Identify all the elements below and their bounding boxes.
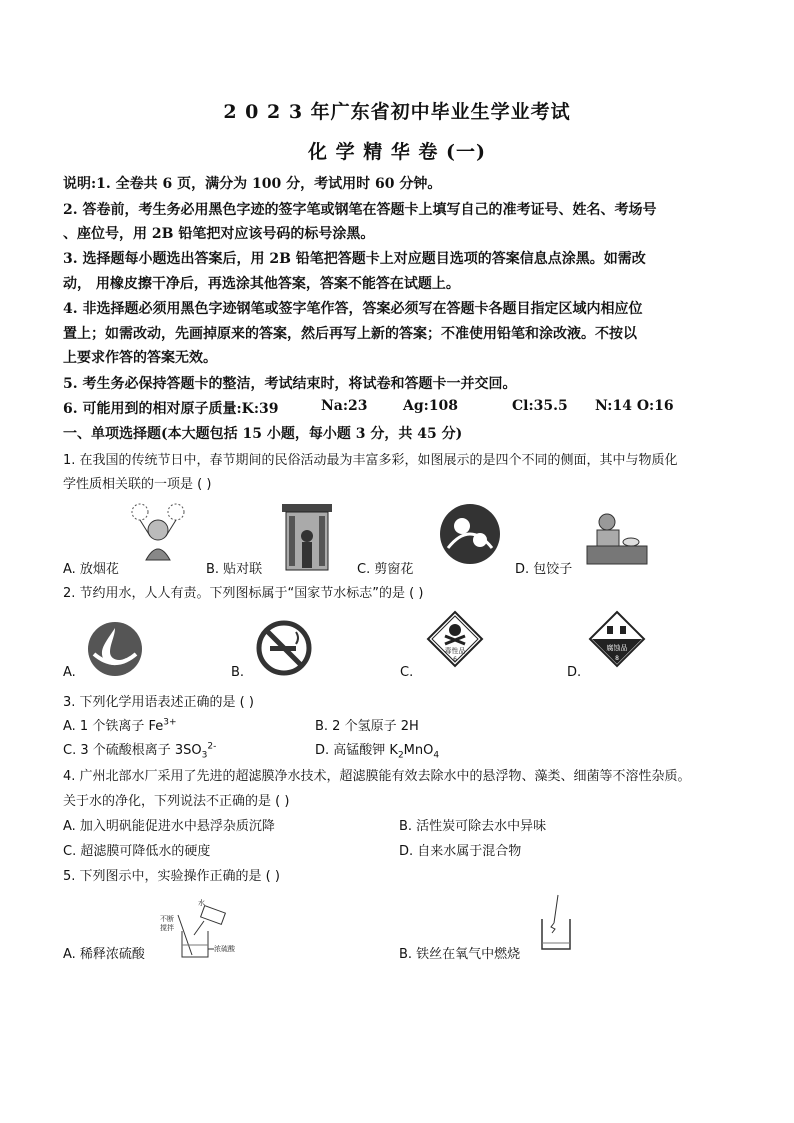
fig-acid-label: 浓硫酸	[214, 945, 235, 953]
no-fire-icon	[256, 620, 312, 676]
fig-stir-label: 不断	[160, 915, 174, 923]
section-heading: 一、单项选择题(本大题包括 15 小题，每小题 3 分，共 45 分)	[63, 426, 463, 442]
q2-option-c: C.	[400, 665, 414, 680]
q1-stem: 1. 在我国的传统节日中，春节期间的民俗活动最为丰富多彩，如图展示的是四个不同的侧面，其中与物质化	[63, 453, 678, 468]
instruction-line: 上要求作答的答案无效。	[63, 350, 217, 366]
instruction-line: 4. 非选择题必须用黑色字迹钢笔或签字笔作答，答案必须写在答题卡各题目指定区域内相应位	[63, 301, 643, 317]
q4-option-d: D. 自来水属于混合物	[399, 844, 522, 859]
fireworks-image	[128, 500, 188, 570]
toxic-sign-label: 毒性品	[444, 647, 466, 655]
q3-option-b: B. 2 个氢原子 2H	[315, 719, 419, 734]
q1-option-a: A. 放烟花	[63, 562, 119, 577]
q1-option-c: C. 剪窗花	[357, 562, 414, 577]
q2-option-b: B.	[231, 665, 245, 680]
atomic-mass-ag: Ag:108	[403, 398, 459, 414]
instruction-line: 置上；如需改动，先画掉原来的答案，然后再写上新的答案；不准使用铅笔和涂改液。不按以	[63, 326, 637, 342]
instruction-line: 、座位号，用 2B 铅笔把对应该号码的标号涂黑。	[63, 226, 375, 242]
q4-option-b: B. 活性炭可除去水中异味	[399, 819, 547, 834]
q1-option-d: D. 包饺子	[515, 562, 573, 577]
q3-option-a: A. 1 个铁离子 $Fe^{3+}$	[63, 717, 177, 734]
q1-option-b: B. 贴对联	[206, 562, 263, 577]
q4-stem: 4. 广州北部水厂采用了先进的超滤膜净水技术，超滤膜能有效去除水中的悬浮物、藻类、细菌等不溶性杂质。	[63, 769, 691, 784]
q4-option-a: A. 加入明矾能促进水中悬浮杂质沉降	[63, 819, 275, 834]
q1-stem: 学性质相关联的一项是 ( )	[63, 477, 212, 492]
q5-option-b: B. 铁丝在氧气中燃烧	[399, 947, 521, 962]
q2-option-a: A.	[63, 665, 76, 680]
dilution-diagram	[158, 895, 254, 959]
paper-cutting-image	[434, 500, 506, 568]
q4-stem: 关于水的净化，下列说法不正确的是 ( )	[63, 794, 290, 809]
iron-combustion-diagram	[536, 893, 576, 953]
q5-option-a: A. 稀释浓硫酸	[63, 947, 145, 962]
atomic-mass-n-o: N:14 O:16	[595, 398, 674, 414]
fig-stir-label: 搅拌	[160, 924, 174, 932]
atomic-mass-cl: Cl:35.5	[512, 398, 568, 414]
q2-stem: 2. 节约用水，人人有责。下列图标属于“国家节水标志”的是 ( )	[63, 586, 424, 601]
instruction-line: 2. 答卷前，考生务必用黑色字迹的签字笔或钢笔在答题卡上填写自己的准考证号、姓名、考场号	[63, 202, 657, 218]
q3-stem: 3. 下列化学用语表述正确的是 ( )	[63, 695, 254, 710]
exam-subtitle: 化 学 精 华 卷 (一)	[307, 141, 487, 163]
toxic-hazard-icon	[426, 610, 484, 668]
toxic-sign-number: 6	[453, 656, 457, 663]
instruction-line: 说明:1. 全卷共 6 页，满分为 100 分，考试用时 60 分钟。	[63, 176, 442, 192]
atomic-mass-na: Na:23	[321, 398, 368, 414]
instruction-line: 5. 考生务必保持答题卡的整洁，考试结束时，将试卷和答题卡一并交回。	[63, 376, 517, 392]
corrosive-sign-label: 腐蚀品	[606, 644, 628, 652]
instruction-line: 动， 用橡皮擦干净后，再选涂其他答案，答案不能答在试题上。	[63, 276, 460, 292]
q2-option-d: D.	[567, 665, 582, 680]
atomic-mass-label: 6. 可能用到的相对原子质量:K:39	[63, 401, 279, 417]
water-saving-icon	[86, 620, 144, 678]
q5-stem: 5. 下列图示中，实验操作正确的是 ( )	[63, 869, 280, 884]
instruction-line: 3. 选择题每小题选出答案后，用 2B 铅笔把答题卡上对应题目选项的答案信息点涂黑。如需改	[63, 251, 646, 267]
dumplings-image	[585, 510, 649, 566]
q4-option-c: C. 超滤膜可降低水的硬度	[63, 844, 211, 859]
couplets-image	[280, 500, 334, 572]
fig-water-label: 水	[198, 899, 205, 907]
q3-option-d: D. 高锰酸钾 $K_2MnO_4$	[315, 743, 440, 761]
exam-title: 2 0 2 3 年广东省初中毕业生学业考试	[223, 101, 571, 123]
q3-option-c: C. 3 个硫酸根离子 $3SO_3^{2-}$	[63, 741, 217, 761]
corrosive-hazard-icon	[588, 610, 646, 668]
corrosive-sign-number: 8	[615, 655, 619, 662]
